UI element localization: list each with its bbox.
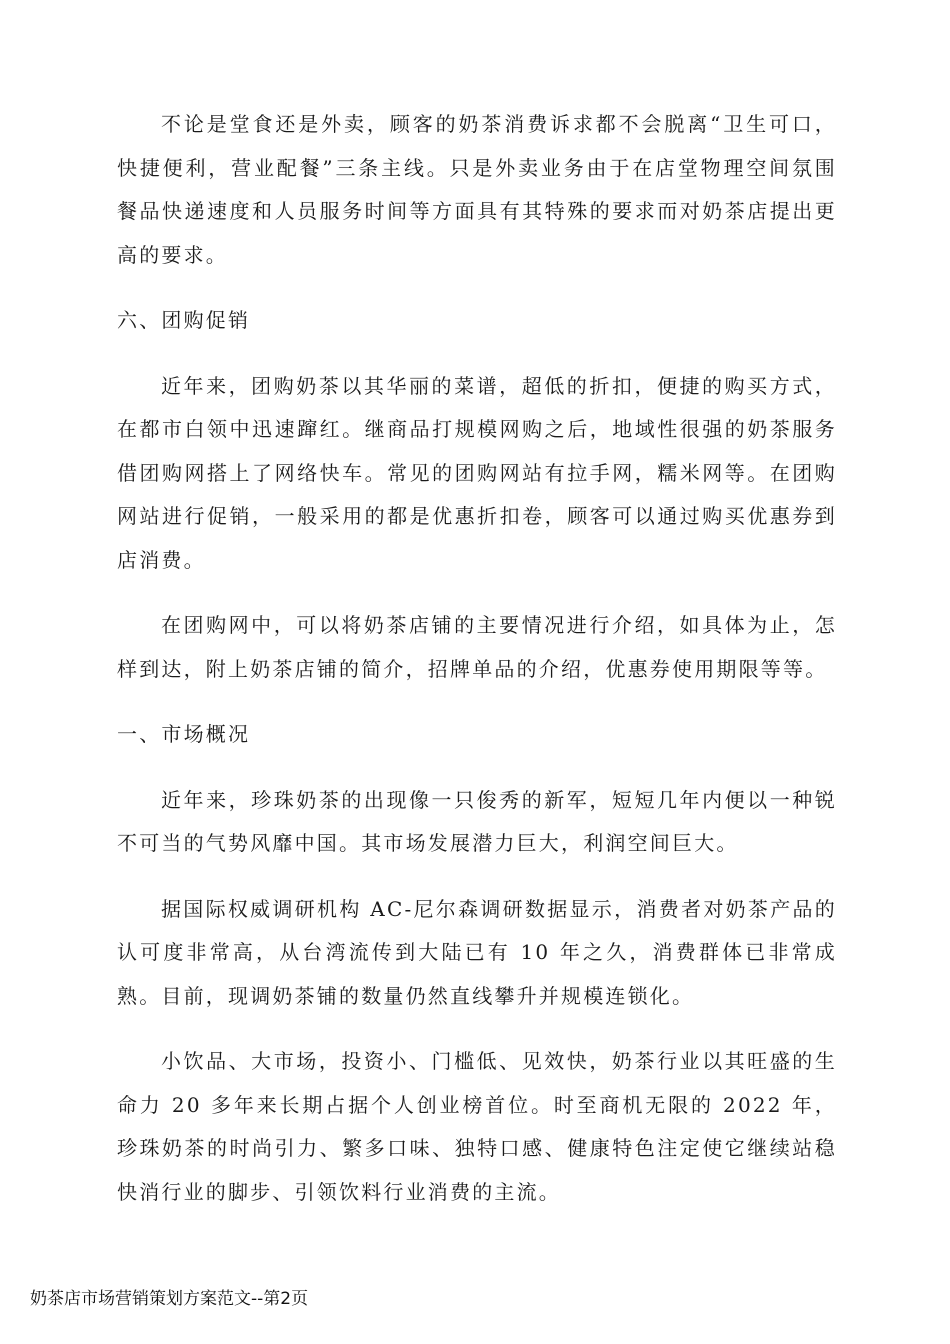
paragraph-market-outlook: 小饮品、大市场，投资小、门槛低、见效快，奶茶行业以其旺盛的生命力 20 多年来长期占据个人创业榜首位。时至商机无限的 2022 年，珍珠奶茶的时尚引力、繁多口味、独特口感、健康特色注定使它继续站稳快消行业的脚步、引领饮料行业消费的主流。 bbox=[117, 1049, 837, 1204]
section-heading-group-buying: 六、团购促销 bbox=[117, 308, 251, 332]
document-body bbox=[117, 103, 837, 1236]
page-footer: 奶茶店市场营销策划方案范文--第2页 bbox=[30, 1289, 309, 1309]
paragraph-market-intro: 近年来，珍珠奶茶的出现像一只俊秀的新军，短短几年内便以一种锐不可当的气势风靡中国。其市场发展潜力巨大，利润空间巨大。 bbox=[117, 787, 837, 855]
paragraph-group-buying-intro: 近年来，团购奶茶以其华丽的菜谱，超低的折扣，便捷的购买方式，在都市白领中迅速蹿红。继商品打规模网购之后，地域性很强的奶茶服务借团购网搭上了网络快车。常见的团购网站有拉手网，糯米网等。在团购网站进行促销，一般采用的都是优惠折扣卷，顾客可以通过购买优惠券到店消费。 bbox=[117, 373, 837, 572]
section-heading-market-overview: 一、市场概况 bbox=[117, 722, 251, 746]
paragraph-market-research: 据国际权威调研机构 AC-尼尔森调研数据显示，消费者对奶茶产品的认可度非常高，从台湾流传到大陆已有 10 年之久，消费群体已非常成熟。目前，现调奶茶铺的数量仍然直线攀升并规模连锁化。 bbox=[117, 896, 837, 1008]
paragraph-dinein-delivery: 不论是堂食还是外卖，顾客的奶茶消费诉求都不会脱离“卫生可口，快捷便利，营业配餐”三条主线。只是外卖业务由于在店堂物理空间氛围餐品快递速度和人员服务时间等方面具有其特殊的要求而对奶茶店提出更高的要求。 bbox=[117, 112, 837, 267]
paragraph-group-buying-details: 在团购网中，可以将奶茶店铺的主要情况进行介绍，如具体为止，怎样到达，附上奶茶店铺的简介，招牌单品的介绍，优惠券使用期限等等。 bbox=[117, 613, 837, 681]
